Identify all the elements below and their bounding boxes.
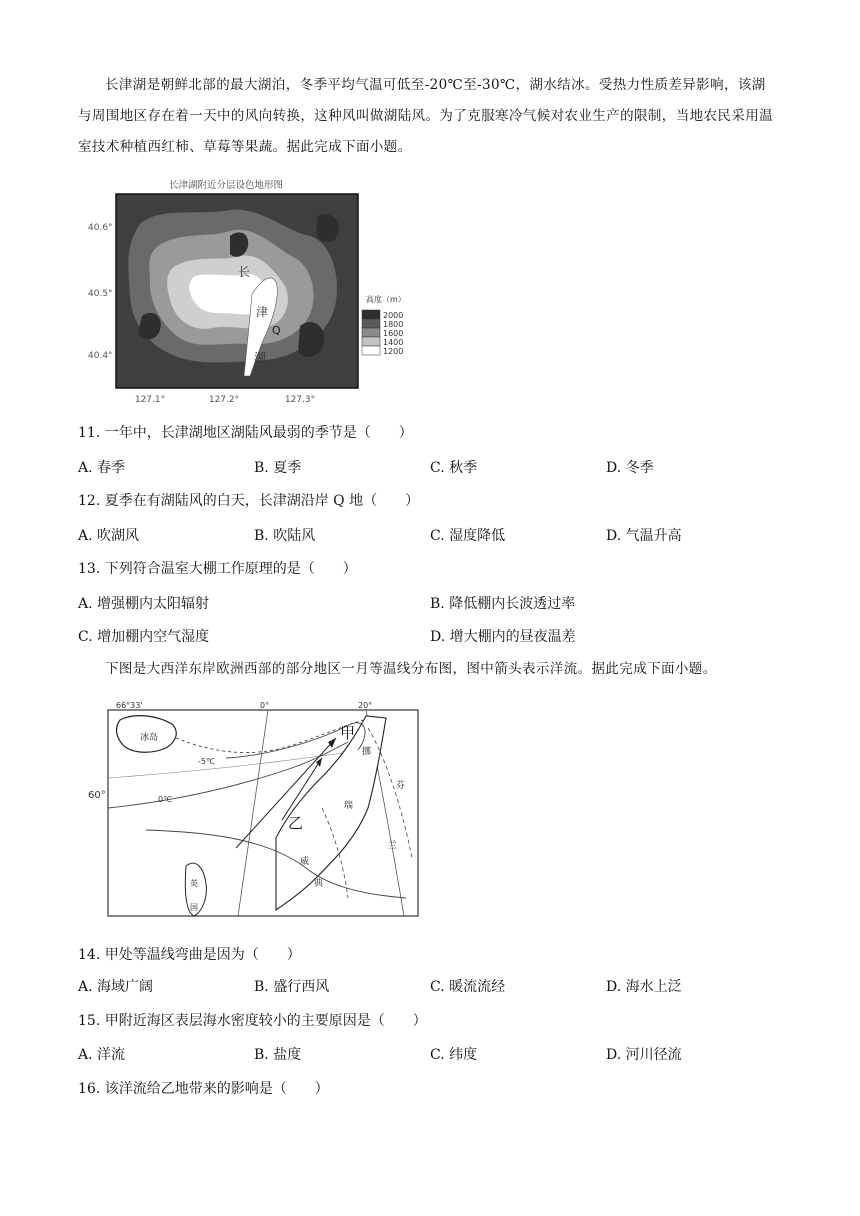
q14-option-a[interactable]: A. 海域广阔	[78, 979, 154, 995]
lon-label-20: 20°	[358, 701, 373, 710]
lat-label: 40.5°	[88, 289, 113, 299]
lat-label: 40.6°	[88, 223, 113, 233]
q13-option-c[interactable]: C. 增加棚内空气湿度	[78, 629, 210, 645]
lat-label: 40.4°	[88, 351, 113, 361]
legend-label: 1400	[383, 338, 404, 347]
legend-swatch	[362, 319, 380, 328]
point-q-label: Q	[272, 324, 281, 337]
isotherm-0-label: 0℃	[158, 795, 173, 804]
uk-char: 英	[190, 879, 198, 888]
lon-label: 127.2°	[208, 395, 240, 405]
sweden-char: 典	[314, 879, 324, 889]
q13-option-b[interactable]: B. 降低棚内长波透过率	[430, 596, 576, 612]
q15-option-a[interactable]: A. 洋流	[78, 1047, 126, 1063]
lake-char-1: 长	[238, 265, 251, 279]
sweden-char: 瑞	[344, 801, 354, 811]
passage-2: 下图是大西洋东岸欧洲西部的部分地区一月等温线分布图，图中箭头表示洋流。据此完成下面小题。	[105, 661, 717, 677]
legend-label: 2000	[383, 311, 404, 320]
question-11: 11. 一年中，长津湖地区湖陆风最弱的季节是（ ）	[78, 425, 413, 441]
q14-option-c[interactable]: C. 暖流流经	[430, 979, 506, 995]
jia-label: 甲	[340, 724, 356, 742]
yi-label: 乙	[288, 814, 304, 832]
lon-label: 127.3°	[284, 395, 316, 405]
iceland-label: 冰岛	[140, 733, 159, 743]
legend-title: 高度（m）	[366, 295, 406, 304]
map1-title: 长津湖附近分层设色地形图	[168, 180, 284, 191]
finland-char: 兰	[388, 841, 398, 851]
norway-char: 挪	[362, 747, 372, 757]
q15-option-d[interactable]: D. 河川径流	[606, 1047, 682, 1063]
legend-swatch	[362, 337, 380, 346]
changjin-lake-map	[80, 176, 420, 412]
lon-label: 127.1°	[134, 395, 166, 405]
legend-label: 1800	[383, 320, 404, 329]
q15-option-b[interactable]: B. 盐度	[254, 1047, 302, 1063]
q11-option-d[interactable]: D. 冬季	[606, 460, 654, 476]
passage-1: 长津湖是朝鲜北部的最大湖泊，冬季平均气温可低至-20℃至-30℃，湖水结冰。受热力性质差异影响，该湖与周围地区存在着一天中的风向转换，这种风叫做湖陆风。为了克服寒冷气候对农业生产的限制，当地农民采用温室技术种植西红柿、草莓等果蔬。据此完成下面小题。	[78, 77, 773, 155]
q13-option-a[interactable]: A. 增强棚内太阳辐射	[78, 596, 210, 612]
lat-label-top: 66°33'	[116, 701, 143, 710]
question-12: 12. 夏季在有湖陆风的白天，长津湖沿岸 Q 地（ ）	[78, 493, 420, 509]
finland-char: 芬	[396, 781, 406, 791]
legend-label: 1200	[383, 347, 404, 356]
isotherm-minus5-label: -5℃	[198, 757, 215, 766]
q12-option-c[interactable]: C. 湿度降低	[430, 528, 506, 544]
q14-option-d[interactable]: D. 海水上泛	[606, 979, 682, 995]
question-13: 13. 下列符合温室大棚工作原理的是（ ）	[78, 561, 357, 577]
question-14: 14. 甲处等温线弯曲是因为（ ）	[78, 947, 301, 963]
lat-label-60: 60°	[88, 790, 106, 801]
lake-char-2: 津	[256, 305, 269, 319]
q15-option-c[interactable]: C. 纬度	[430, 1047, 478, 1063]
elevation-legend	[362, 310, 403, 356]
q13-option-d[interactable]: D. 增大棚内的昼夜温差	[430, 629, 576, 645]
norway-char: 威	[300, 857, 310, 867]
question-15: 15. 甲附近海区表层海水密度较小的主要原因是（ ）	[78, 1013, 427, 1029]
q12-option-a[interactable]: A. 吹湖风	[78, 528, 140, 544]
q11-option-b[interactable]: B. 夏季	[254, 460, 302, 476]
legend-label: 1600	[383, 329, 404, 338]
uk-char: 国	[190, 903, 198, 912]
lon-label-0: 0°	[260, 701, 270, 710]
q11-option-c[interactable]: C. 秋季	[430, 460, 478, 476]
legend-swatch	[362, 310, 380, 319]
q14-option-b[interactable]: B. 盛行西风	[254, 979, 330, 995]
q12-option-b[interactable]: B. 吹陆风	[254, 528, 316, 544]
q12-option-d[interactable]: D. 气温升高	[606, 528, 682, 544]
legend-swatch	[362, 346, 380, 355]
lake-char-3: 湖	[254, 351, 267, 365]
europe-isotherm-map	[86, 698, 426, 924]
q11-option-a[interactable]: A. 春季	[78, 460, 126, 476]
question-16: 16. 该洋流给乙地带来的影响是（ ）	[78, 1081, 329, 1097]
legend-swatch	[362, 328, 380, 337]
